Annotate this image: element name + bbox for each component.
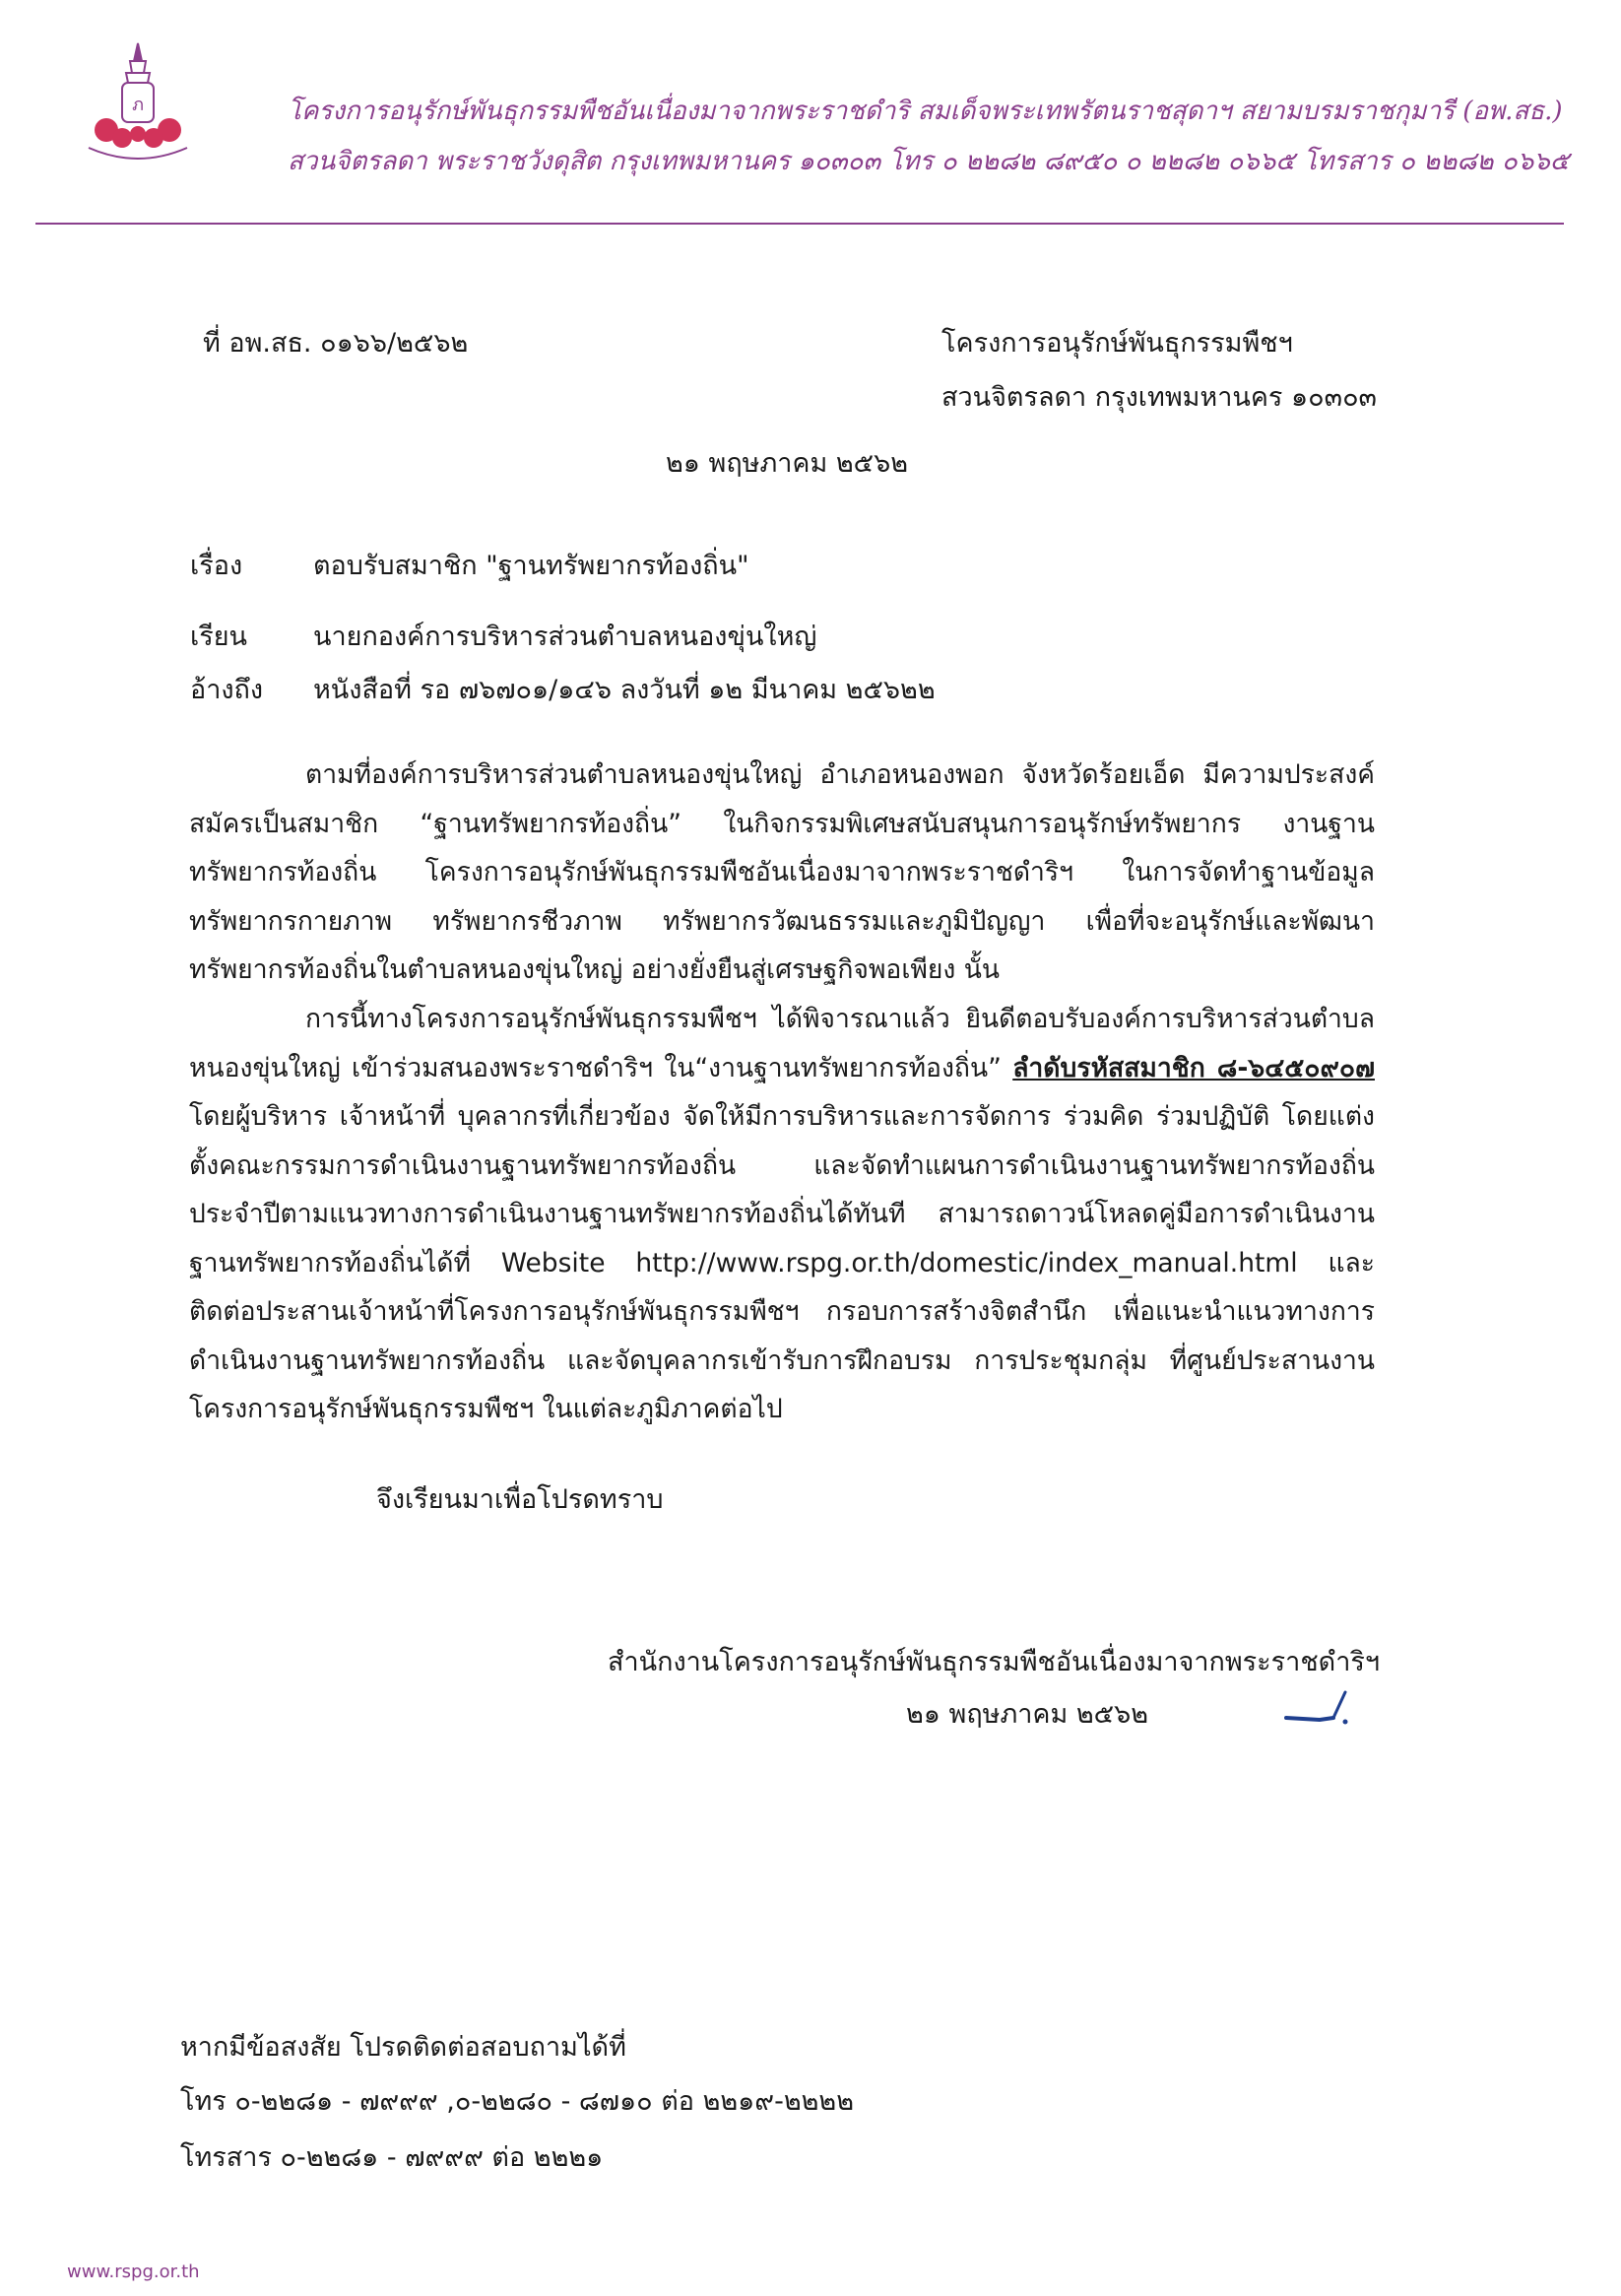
paragraph-2-part-b: โดยผู้บริหาร เจ้าหน้าที่ บุคลากรที่เกี่ยวข้อง จัดให้มีการบริหารและการจัดการ ร่วมคิด ร่วมปฏิบัติ โดยแต่งตั้งคณะกรรมการดำเนินงานฐานทรัพยากรท้องถิ่น และจัดทำแผนการดำเนินงานฐานทรัพยากรท้องถิ่นประจำปีตามแนวทางการดำเนินงานฐานทรัพยากรท้องถิ่นได้ทันที สามารถดาวน์โหลดคู่มือการดำเนินงานฐานทรัพยากรท้องถิ่นได้ที่ Website http://www.rspg.or.th/domestic/index_manual.html และติดต่อประสานเจ้าหน้าที่โครงการอนุรักษ์พันธุกรรมพืชฯ กรอบการสร้างจิตสำนึก เพื่อแนะนำแนวทางการดำเนินงานฐานทรัพยากรท้องถิ่น และจัดบุคลากรเข้ารับการฝึกอบรม การประชุมกลุ่ม ที่ศูนย์ประสานงานโครงการอนุรักษ์พันธุกรรมพืชฯ ในแต่ละภูมิภาคต่อไป xyxy=(189,1101,1375,1424)
paragraph-1-text: ตามที่องค์การบริหารส่วนตำบลหนองขุ่นใหญ่ อำเภอหนองพอก จังหวัดร้อยเอ็ด มีความประสงค์สมัครเป็นสมาชิก “ฐานทรัพยากรท้องถิ่น” ในกิจกรรมพิเศษสนับสนุนการอนุรักษ์ทรัพยากร งานฐานทรัพยากรท้องถิ่น โครงการอนุรักษ์พันธุกรรมพืชอันเนื่องมาจากพระราชดำริฯ ในการจัดทำฐานข้อมูลทรัพยากรกายภาพ ทรัพยากรชีวภาพ ทรัพยากรวัฒนธรรมและภูมิปัญญา เพื่อที่จะอนุรักษ์และพัฒนาทรัพยากรท้องถิ่นในตำบลหนองขุ่นใหญ่ อย่างยั่งยืนสู่เศรษฐกิจพอเพียง นั้น xyxy=(189,759,1375,985)
body-paragraph-1 xyxy=(189,751,1375,995)
reference-value: หนังสือที่ รอ ๗๖๗๐๑/๑๔๖ ลงวันที่ ๑๒ มีนาคม ๒๕๖๒๒ xyxy=(313,675,936,705)
signature-date: ๒๑ พฤษภาคม ๒๕๖๒ xyxy=(906,1699,1149,1730)
contact-phone: โทร ๐-๒๒๘๑ - ๗๙๙๙ ,๐-๒๒๘๐ - ๘๗๑๐ ต่อ ๒๒๑๙-๒๒๒๒ xyxy=(180,2086,855,2117)
paragraph-2-text xyxy=(189,995,1375,1434)
recipient-label: เรียน xyxy=(190,622,248,652)
recipient-value: นายกองค์การบริหารส่วนตำบลหนองขุ่นใหญ่ xyxy=(313,622,817,652)
subject-label: เรื่อง xyxy=(190,551,243,581)
letter-date: ๒๑ พฤษภาคม ๒๕๖๒ xyxy=(666,448,909,479)
sender-name: โครงการอนุรักษ์พันธุกรรมพืชฯ xyxy=(941,328,1293,359)
rspg-emblem-icon xyxy=(79,39,197,167)
contact-fax: โทรสาร ๐-๒๒๘๑ - ๗๙๙๙ ต่อ ๒๒๒๑ xyxy=(180,2142,604,2173)
sender-address: สวนจิตรลดา กรุงเทพมหานคร ๑๐๓๐๓ xyxy=(941,382,1378,413)
closing-text: จึงเรียนมาเพื่อโปรดทราบ xyxy=(376,1484,664,1515)
signature-mark xyxy=(1280,1682,1359,1732)
letterhead-title: โครงการอนุรักษ์พันธุกรรมพืชอันเนื่องมาจากพระราชดำริ สมเด็จพระเทพรัตนราชสุดาฯ สยามบรมราชกุมารี (อพ.สธ.) xyxy=(288,97,1563,126)
issuing-office: สำนักงานโครงการอนุรักษ์พันธุกรรมพืชอันเนื่องมาจากพระราชดำริฯ xyxy=(608,1647,1381,1677)
member-code: ลำดับรหัสสมาชิก ๘-๖๔๕๐๙๐๗ xyxy=(1012,1052,1375,1083)
footer-website: www.rspg.or.th xyxy=(67,2262,200,2282)
subject-value: ตอบรับสมาชิก "ฐานทรัพยากรท้องถิ่น" xyxy=(313,551,749,581)
svg-text:ภ: ภ xyxy=(132,95,144,115)
document-number: ที่ อพ.สธ. ๐๑๖๖/๒๕๖๒ xyxy=(203,328,469,359)
letterhead-divider xyxy=(35,223,1564,225)
contact-intro: หากมีข้อสงสัย โปรดติดต่อสอบถามได้ที่ xyxy=(180,2032,626,2063)
reference-label: อ้างถึง xyxy=(190,675,264,705)
body-paragraph-2 xyxy=(189,995,1375,1434)
paragraph-2-part-a: การนี้ทางโครงการอนุรักษ์พันธุกรรมพืชฯ ได้พิจารณาแล้ว ยินดีตอบรับองค์การบริหารส่วนตำบลหนองขุ่นใหญ่ เข้าร่วมสนองพระราชดำริฯ ใน“งานฐานทรัพยากรท้องถิ่น” xyxy=(189,1004,1375,1083)
letterhead-address: สวนจิตรลดา พระราชวังดุสิต กรุงเทพมหานคร ๑๐๓๐๓ โทร ๐ ๒๒๘๒ ๘๙๕๐ ๐ ๒๒๘๒ ๐๖๖๕ โทรสาร ๐ ๒๒๘๒ ๐๖๖๕ xyxy=(288,147,1570,176)
